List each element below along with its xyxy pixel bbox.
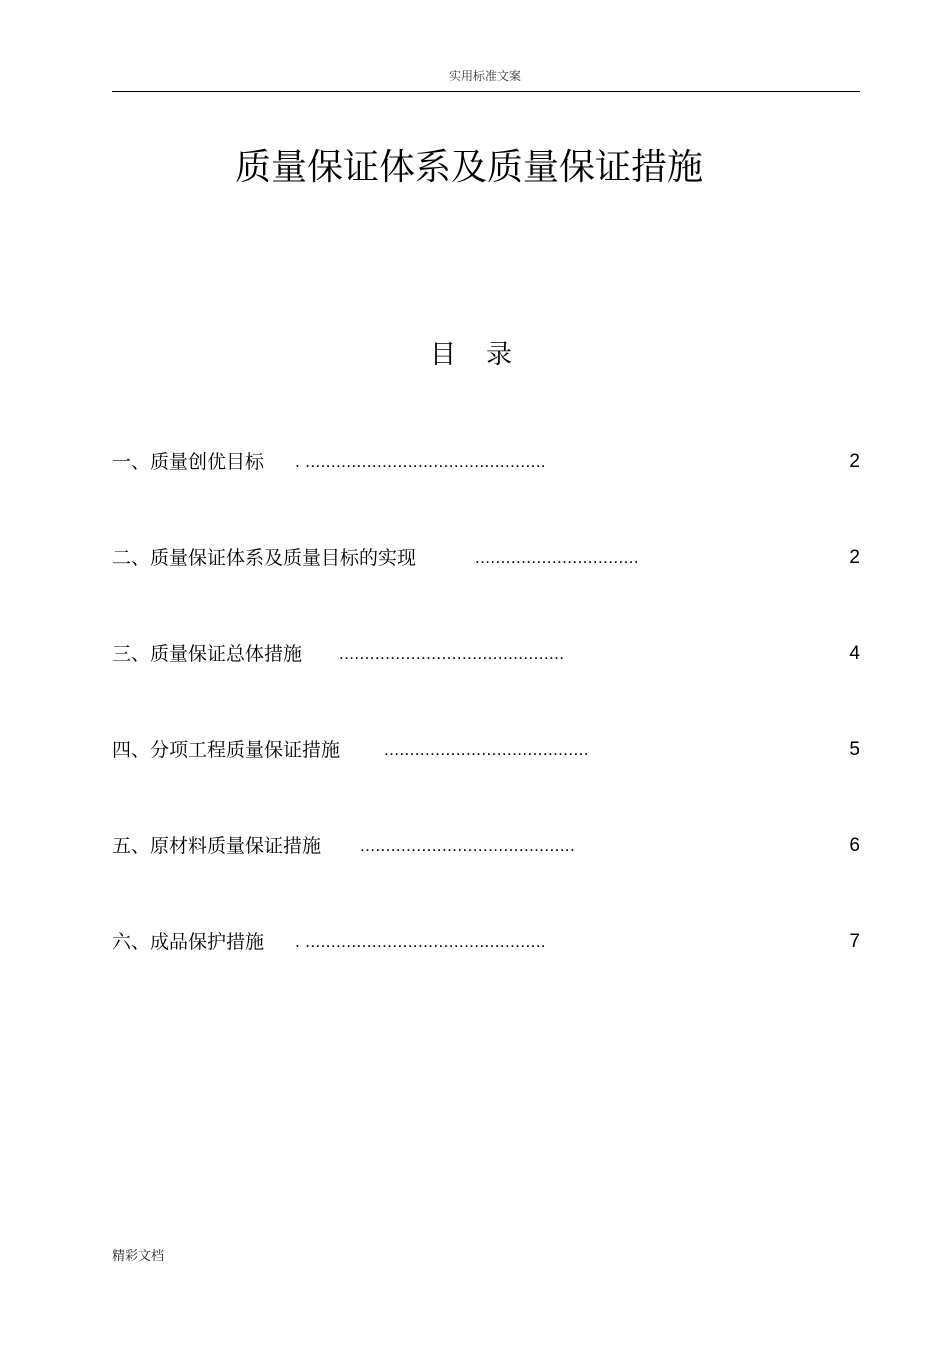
toc-item-page: 5 — [849, 739, 860, 760]
toc-item-leader: ............................................ — [339, 644, 565, 663]
toc-item-page: 7 — [849, 931, 860, 952]
toc-item-1[interactable] — [112, 448, 860, 476]
toc-heading: 目录 — [429, 340, 542, 370]
toc-item-6[interactable] — [112, 928, 860, 956]
page-header: 实用标准文案 — [448, 69, 521, 83]
page-footer: 精彩文档 — [112, 1249, 165, 1264]
toc-item-label: 一、质量创优目标 — [112, 451, 265, 473]
toc-item-5[interactable] — [112, 832, 860, 860]
document-title: 质量保证体系及质量保证措施 — [234, 147, 703, 188]
toc-item-page: 6 — [849, 835, 860, 856]
toc-item-label: 六、成品保护措施 — [112, 931, 265, 953]
toc-item-leader: ........................................ — [384, 740, 589, 759]
table-of-contents — [112, 0, 860, 1345]
toc-item-leader: . ............................................... — [295, 932, 547, 951]
toc-item-page: 2 — [849, 547, 860, 568]
toc-item-label: 五、原材料质量保证措施 — [112, 835, 322, 857]
toc-item-leader: .......................................... — [360, 836, 576, 855]
toc-item-label: 四、分项工程质量保证措施 — [112, 739, 341, 761]
toc-item-leader: . ............................................... — [295, 452, 547, 471]
toc-item-label: 三、质量保证总体措施 — [112, 643, 303, 665]
toc-item-2[interactable] — [112, 544, 860, 572]
toc-item-page: 4 — [849, 643, 860, 664]
toc-item-page: 2 — [849, 451, 860, 472]
toc-item-4[interactable] — [112, 736, 860, 764]
toc-item-leader: ................................ — [475, 548, 639, 567]
toc-item-label: 二、质量保证体系及质量目标的实现 — [112, 547, 417, 569]
toc-item-3[interactable] — [112, 640, 860, 668]
